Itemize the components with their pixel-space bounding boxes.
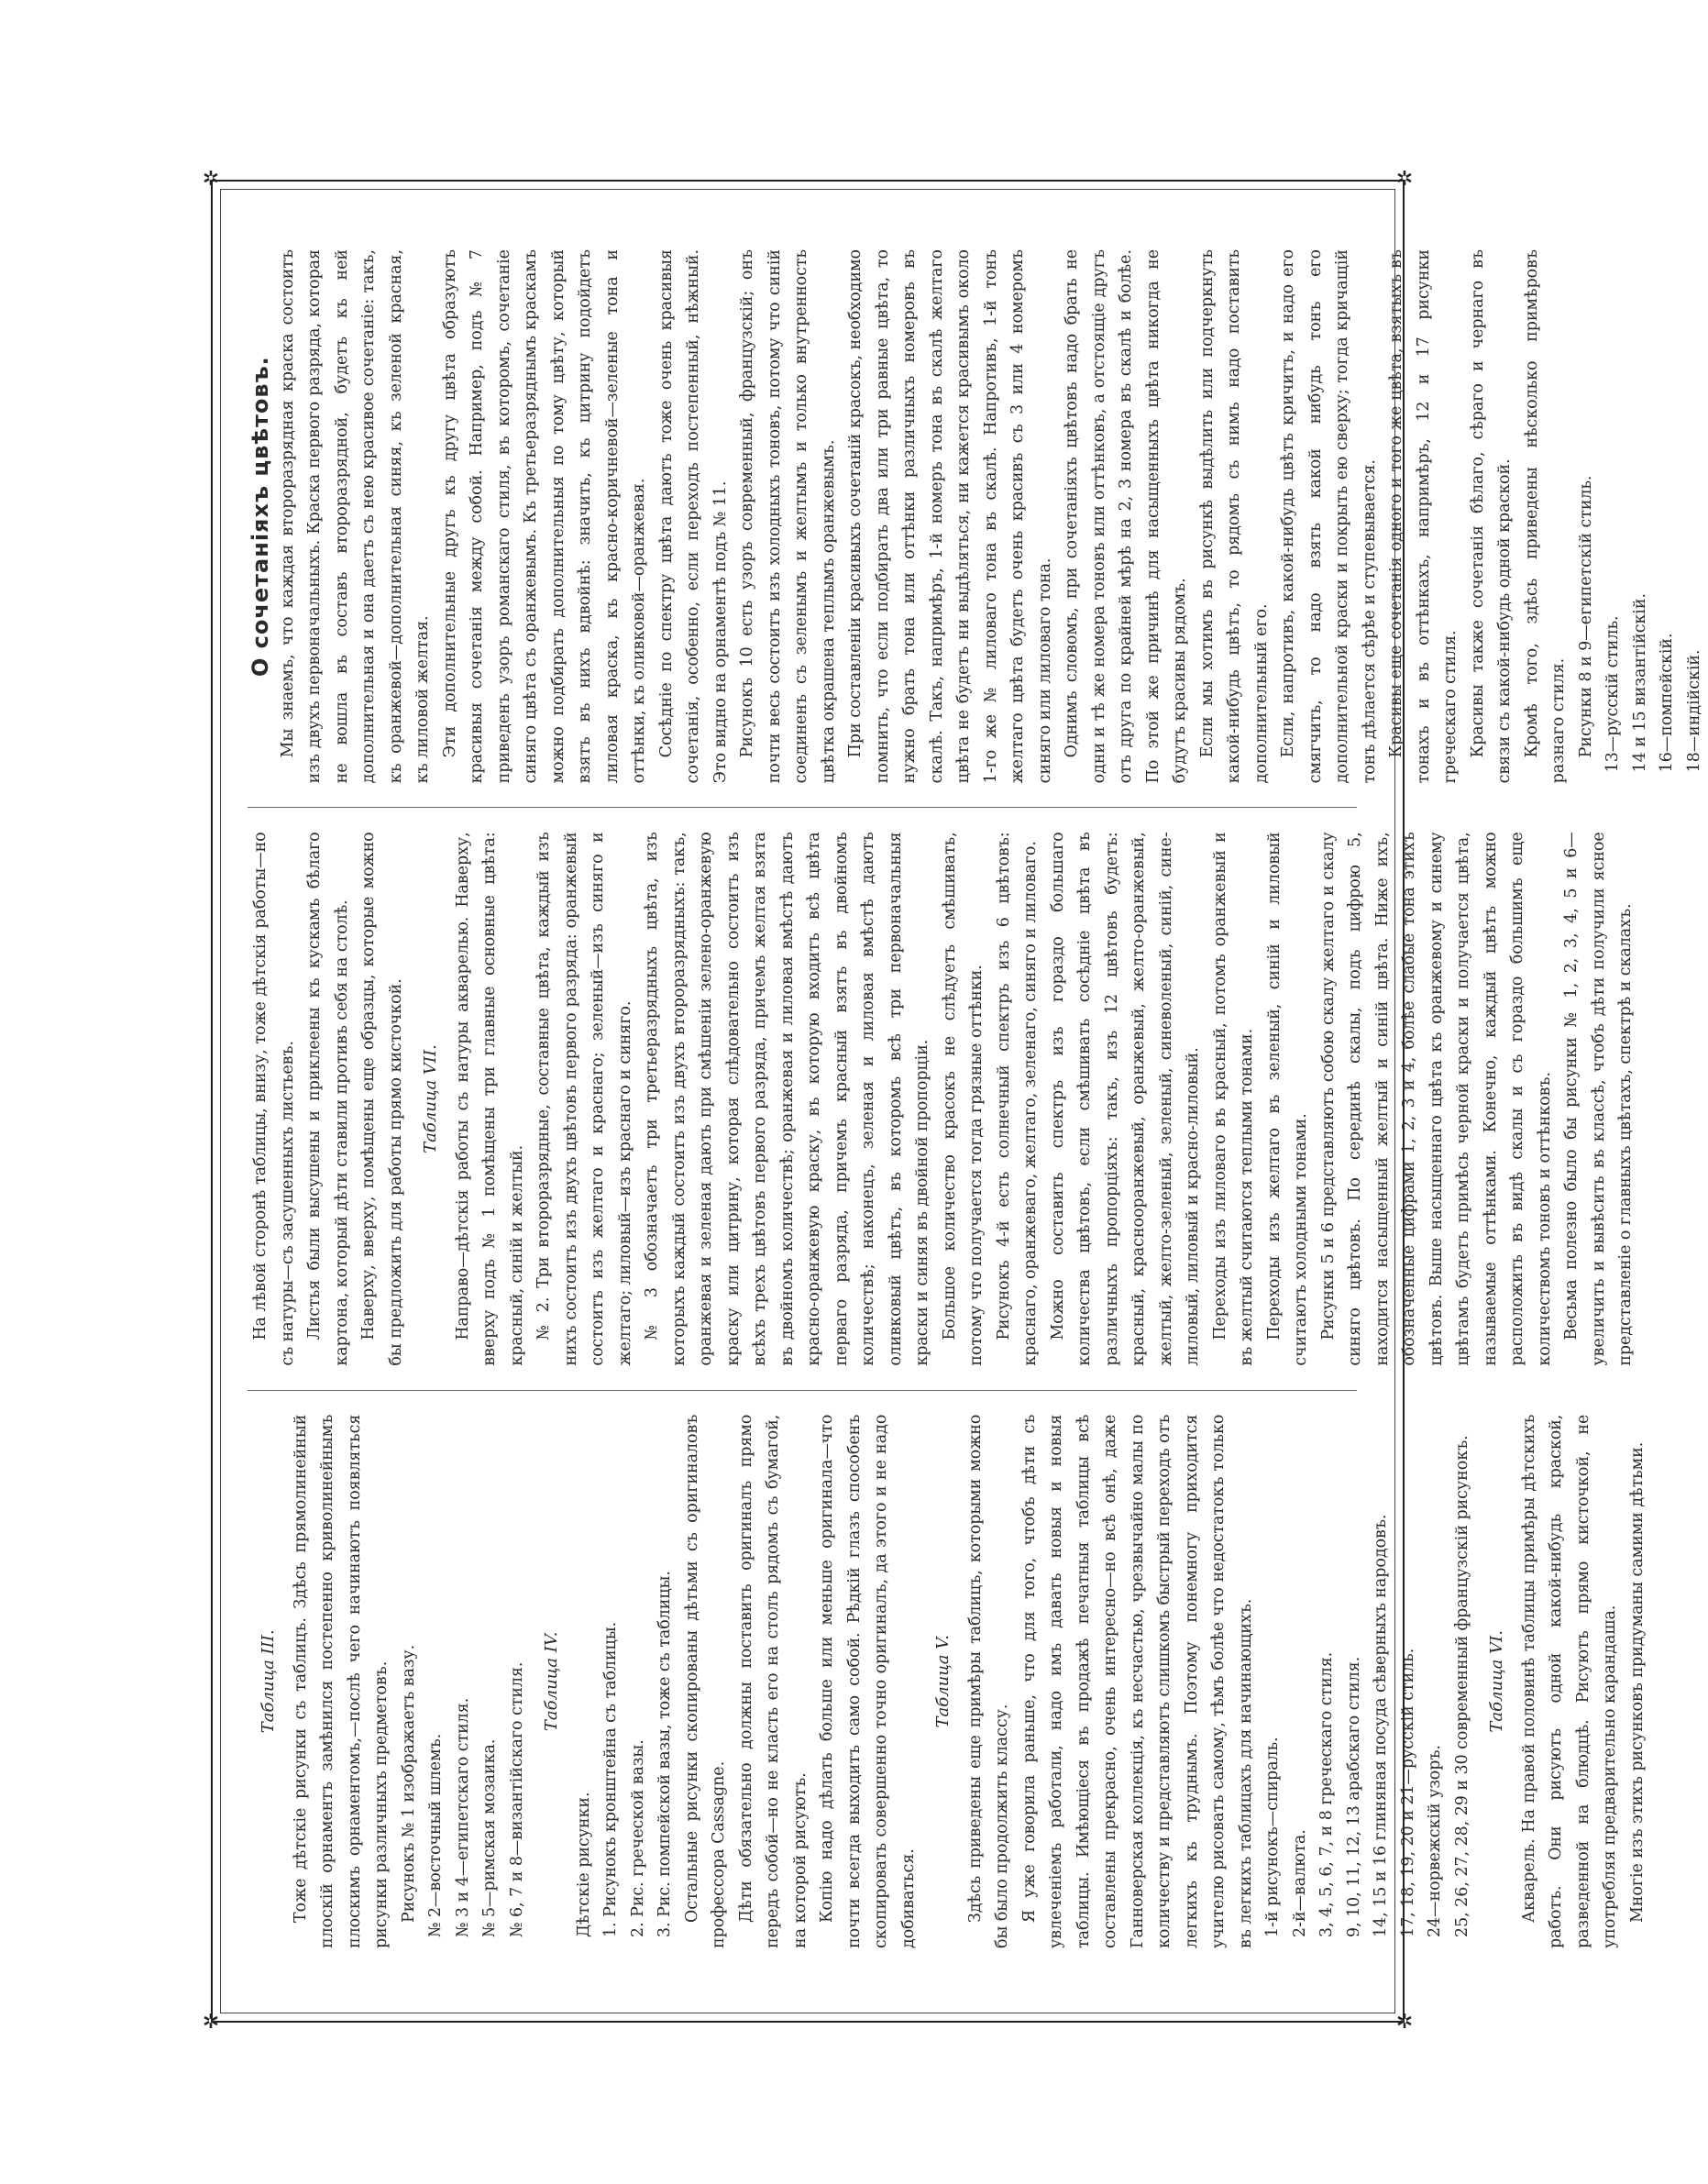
paragraph: Если, напротивъ, какой-нибудь цвѣтъ кричитъ, и надо его смягчить, то надо взять какой нибудь тонъ его дополнительной краски и покрыть ею сверху; тогда кричащій тонъ дѣлается сѣрѣе и ступевывается. xyxy=(1279,249,1379,784)
list-item: 1. Рисунокъ кронштейна съ таблицы. xyxy=(601,1621,620,1937)
section-heading: Таблица VII. xyxy=(421,1044,440,1153)
list-item: № 6, 7 и 8—византійскаго стиля. xyxy=(507,1661,526,1937)
section-heading: Таблица VI. xyxy=(1487,1630,1506,1733)
paragraph: При составленіи красивыхъ сочетаній красокъ, необходимо помнить, что если подбирать два или три равные цвѣта, то нужно брать тона или оттѣнки различныхъ номеровъ въ скалѣ. Такъ, напримѣръ, 1-й номеръ тона въ скалѣ желтаго цвѣта не будетъ ни выдѣляться, ни кажется красивымъ около 1-го же № лиловаго тона въ скалѣ. Напротивъ, 1-й тонъ желтаго цвѣта будетъ очень красивъ съ 3 или 4 номеромъ синяго или лиловаго тона. xyxy=(846,249,1054,784)
list-item: 17, 18, 19, 20 и 21—русскій стиль. xyxy=(1398,1648,1417,1937)
list-item: 2. Рис. греческой вазы. xyxy=(628,1739,647,1937)
paragraph: Листья были высушены и приклеены къ кускамъ бѣлаго картона, который дѣти ставили противъ себя на столѣ. xyxy=(305,832,351,1366)
page-frame xyxy=(202,168,1703,2034)
paragraph: Красивы также сочетанія бѣлаго, сѣраго и чернаго въ связи съ какой-нибудь одной краской. xyxy=(1468,249,1514,784)
paragraph: Весьма полезно было бы рисунки № 1, 2, 3, 4, 5 и 6—увеличить и вывѣсить въ классѣ, чтобъ дѣти получили ясное представленіе о главныхъ цвѣтахъ, спектрѣ и скалахъ. xyxy=(1562,832,1635,1366)
paragraph: Рисунки 8 и 9—египетскій стиль. xyxy=(1576,475,1595,758)
list-item: 16—помпейскій. xyxy=(1658,633,1676,773)
paragraph: № 3 обозначаетъ три третьеразрядныхъ цвѣта, изъ которыхъ каждый состоитъ изъ двухъ второразрядныхъ: такъ, оранжевая и зеленая дають при смѣшеніи зелено-оранжевую краску или цитрину, которая слѣдовательно состоитъ изъ всѣхъ трехъ цвѣтовъ первого разряда, причемъ желтая взята въ двойномъ количествѣ; оранжевая и лиловая вмѣстѣ даютъ красно-оранжевую краску, въ которую входитъ всѣ цвѣта перваго разряда, причемъ красный взятъ въ двойномъ количествѣ; наконецъ, зеленая и лиловая вмѣстѣ даютъ оливковый цвѣтъ, въ которомъ всѣ три первоначальныя краски и синяя въ двойной пропорціи. xyxy=(643,832,931,1366)
paragraph: Если мы хотимъ въ рисункѣ выдѣлить или подчеркнуть какой-нибудь цвѣтъ, то рядомъ съ нимъ надо поставить дополнительный его. xyxy=(1197,249,1271,784)
text-column-2 xyxy=(248,808,1635,1390)
paragraph: Переходы изъ желтаго въ зеленый, синій и лиловый считаютъ холодными тонами. xyxy=(1264,832,1310,1366)
list-item: 9, 10, 11, 12, 13 арабскаго стиля. xyxy=(1344,1656,1363,1937)
paragraph: Акварель. На правой половинѣ таблицы примѣры дѣтскихъ работъ. Они рисуютъ одной какой-нибудь краской, разведенной на блюдцѣ. Рисуютъ прямо кисточкой, не употребляя предварительно карандаша. xyxy=(1519,1414,1619,1948)
paragraph: Переходы изъ лиловаго въ красный, потомъ оранжевый и въ желтый считаются теплыми тонами. xyxy=(1210,832,1256,1366)
paragraph: Красивы еще сочетанія одного и того же цвѣта, взятыхъ въ тонахъ и въ оттѣнкахъ, напримѣръ, 12 и 17 рисунки греческаго стиля. xyxy=(1387,249,1460,784)
paragraph: Я уже говорила раньше, что для того, чтобъ дѣти съ увлеченіемъ работали, надо имъ давать новыя и новыя таблицы. Имѣющіеся въ продажѣ печатныя таблицы всѣ составлены прекрасно, очень интересно—но всѣ онѣ, даже Ганноверская коллекція, къ несчастью, чрезвычайно малы по количеству и представляютъ слишкомъ быстрый переходъ отъ легкихъ къ труднымъ. Поэтому понемногу приходится учителю рисовать самому, тѣмъ болѣе что недостатокъ только въ легкихъ таблицахъ для начинающихъ. xyxy=(1019,1414,1255,1948)
paragraph: Остальные рисунки скопированы дѣтьми съ оригиналовъ профессора Cassagne. xyxy=(682,1414,728,1948)
paragraph: На лѣвой сторонѣ таблицы, внизу, тоже дѣтскія работы—но съ натуры—съ засушенныхъ листьевъ. xyxy=(251,832,297,1366)
paragraph: Рисунки 5 и 6 представляютъ собою скалу желтаго и скалу синяго цвѣтовъ. По серединѣ скалы, подъ цифрою 5, находится насыщенный желтый и синій цвѣта. Ниже ихъ, обозначенные цифрами 1, 2, 3 и 4, болѣе слабые тона этихъ цвѣтовъ. Выше насыщеннаго цвѣта къ оранжевому и синему цвѣтамъ будетъ примѣсь черной краски и получается цвѣта, называемые оттѣнками. Конечно, каждый цвѣтъ можно расположить въ видѣ скалы и съ гораздо большимъ еще количествомъ тоновъ и оттѣнковъ. xyxy=(1318,832,1554,1366)
paragraph: Направо—дѣтскія работы съ натуры акварелью. Наверху, вверху подъ № 1 помѣщены три главные основные цвѣта: красный, синій и желтый. xyxy=(453,832,526,1366)
paragraph: Тоже дѣтскіе рисунки съ таблицъ. Здѣсь прямолинейный плоскій орнаментъ замѣнился постепенно криволинейнымъ плоскимъ орнаментомъ,—послѣ чего начинаютъ появляться рисунки различныхъ предметовъ. xyxy=(291,1414,391,1948)
paragraph: Рисунокъ 4-й есть солнечный спектръ изъ 6 цвѣтовъ: краснаго, оранжеваго, желтаго, зеленаго, синяго и лиловаго. xyxy=(994,832,1040,1366)
paragraph: Копію надо дѣлать больше или меньше оригинала—что почти всегда выходитъ само собой. Рѣдкій глазъ способенъ скопировать совершенно точно оригиналъ, да этого и не надо добиваться. xyxy=(818,1414,918,1948)
list-item: 2-й—валюта. xyxy=(1290,1829,1309,1937)
paragraph: Сосѣдніе по спектру цвѣта даютъ тоже очень красивыя сочетанія, особенно, если переходъ постепенный, нѣжный. Это видно на орнаментѣ подъ № 11. xyxy=(656,249,730,784)
paragraph: Можно составить спектръ изъ гораздо большаго количества цвѣтовъ, если смѣшивать сосѣдніе цвѣта въ различныхъ пропорціяхъ: такъ, изъ 12 цвѣтовъ будетъ: красный, краснооранжевый, оранжевый, желто-оранжевый, желтый, желто-зеленый, зеленый, синеволеный, синій, сине-лиловый, лиловый и красно-лиловый. xyxy=(1048,832,1202,1366)
text-column-3 xyxy=(248,226,1703,808)
text-column-1 xyxy=(248,1391,1647,1972)
paragraph: Кромѣ того, здѣсь приведены нѣсколько примѣровъ разнаго стиля. xyxy=(1522,249,1568,784)
list-item: 25, 26, 27, 28, 29 и 30 современный французскій рисунокъ. xyxy=(1452,1435,1471,1937)
page-title: О сочетаніяхъ цвѣтовъ. xyxy=(248,356,273,678)
paragraph: Эти дополнительные другъ къ другу цвѣта образуютъ красивыя сочетанія между собой. Например, подъ № 7 приведенъ узоръ романскаго стиля, въ которомъ, сочетаніе синяго цвѣта съ оранжевымъ. Къ третьеразряднымъ краскамъ можно подбирать дополнительныя по тому цвѣту, который взятъ въ нихъ вдвойнѣ: значить, къ цитрину подойдетъ лиловая краска, къ красно-коричневой—зеленые тона и оттѣнки, къ оливковой—оранжевая. xyxy=(440,249,648,784)
list-item: 18—индійскій. xyxy=(1684,649,1703,773)
list-item: 3, 4, 5, 6, 7, и 8 греческаго стиля. xyxy=(1317,1651,1336,1937)
list-item: № 3 и 4—египетскаго стиля. xyxy=(453,1697,472,1937)
paragraph: № 2. Три второразрядные, составные цвѣта, каждый изъ нихъ состоитъ изъ двухъ цвѣтовъ первого разряда: оранжевый состоитъ изъ желтаго и краснаго; зеленый—изъ синяго и желтаго; лиловый—изъ краснаго и синяго. xyxy=(534,832,634,1366)
section-heading: Таблица IV. xyxy=(542,1631,561,1732)
list-item: 3. Рис. помпейской вазы, тоже съ таблицы. xyxy=(656,1571,674,1937)
paragraph: Мы знаемъ, что каждая второразрядная краска состоитъ изъ двухъ первоначальныхъ. Краска первого разряда, которая не вошла въ составъ второразрядной, будетъ къ ней дополнительная и она даетъ съ нею красивое сочетаніе: такъ, къ оранжевой—дополнительная синяя, къ зеленой красная, къ лиловой желтая. xyxy=(278,249,432,784)
paragraph: Дѣти обязательно должны поставить оригиналъ прямо передъ собой—но не класть его на столъ рядомъ съ бумагой, на которой рисуютъ. xyxy=(736,1414,810,1948)
corner-star-icon: ✲ xyxy=(202,168,220,191)
list-item: 1-й рисунокъ—спираль. xyxy=(1263,1737,1282,1937)
list-item: 14 и 15 византійскій. xyxy=(1630,593,1649,773)
section-heading: Таблица V. xyxy=(933,1635,953,1728)
list-item: 24—норвежскій узоръ. xyxy=(1426,1745,1444,1937)
list-item: № 5—римская мозаика. xyxy=(480,1738,499,1937)
list-item: 13—русскій стиль. xyxy=(1603,615,1622,773)
list-item: Дѣтскіе рисунки. xyxy=(574,1792,593,1937)
list-item: № 2—восточный шлемъ. xyxy=(426,1733,445,1937)
paragraph: Рисунокъ № 1 изображаетъ вазу. xyxy=(399,1644,418,1923)
paragraph: Рисунокъ 10 есть узоръ современный, французскій; онъ почти весь состоитъ изъ холодныхъ тоновъ, потому что синій соединенъ съ зеленымъ и желтымъ и только внутренность цвѣтка окрашена теплымъ оранжевымъ. xyxy=(738,249,838,784)
section-heading: Таблица III. xyxy=(259,1629,278,1734)
paragraph: Здѣсь приведены еще примѣры таблицъ, которыми можно бы было продолжить классу. xyxy=(965,1414,1011,1948)
list-item: 14, 15 и 16 глиняная посуда сѣверныхъ народовъ. xyxy=(1372,1514,1390,1937)
corner-star-icon: ✲ xyxy=(1395,168,1414,191)
rotated-text-block xyxy=(248,226,1703,1972)
paragraph: Многіе изъ этихъ рисунковъ придуманы самими дѣтьми. xyxy=(1627,1441,1647,1923)
paragraph: Однимъ словомъ, при сочетаніяхъ цвѣтовъ надо брать не одни и тѣ же номера тоновъ или оттѣнковъ, а отстоящіе другъ отъ друга по крайней мѣрѣ на 2, 3 номера въ скалѣ и болѣе. По этой же причинѣ для насыщенныхъ цвѣта никогда не будутъ красивы рядомъ. xyxy=(1063,249,1189,784)
paragraph: Большое количество красокъ не слѣдуетъ смѣшивать, потому что получается тогда грязные оттѣнки. xyxy=(940,832,986,1366)
paragraph: Наверху, вверху, помѣщены еще образцы, которые можно бы предложить для работы прямо кисточкой. xyxy=(359,832,405,1366)
corner-star-icon: ✲ xyxy=(202,2011,220,2034)
corner-star-icon: ✲ xyxy=(1395,2011,1414,2034)
